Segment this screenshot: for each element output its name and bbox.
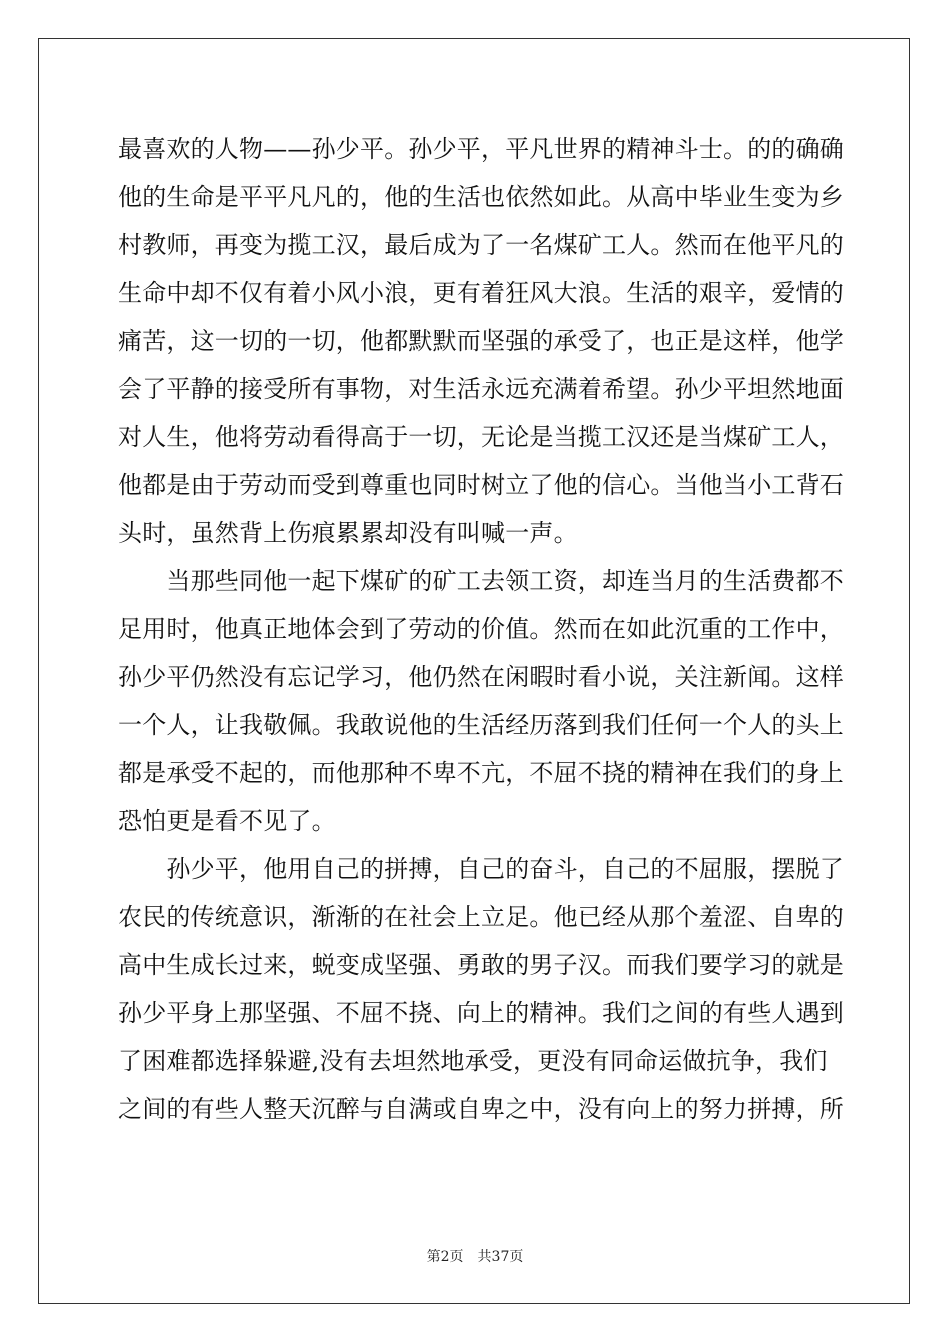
text-line: 村教师，再变为揽工汉，最后成为了一名煤矿工人。然而在他平凡的 [118,231,844,259]
text-line: 孙少平，他用自己的拼搏，自己的奋斗，自己的不屈服，摆脱了 [118,855,844,883]
text-line: 了困难都选择躲避,没有去坦然地承受，更没有同命运做抗争，我们 [118,1047,828,1075]
text-line: 足用时，他真正地体会到了劳动的价值。然而在如此沉重的工作中， [118,615,844,643]
text-line: 一个人，让我敬佩。我敢说他的生活经历落到我们任何一个人的头上 [118,711,844,739]
text-line: 都是承受不起的，而他那种不卑不亢，不屈不挠的精神在我们的身上 [118,759,844,787]
page-number: 第2页 [426,1249,464,1265]
text-line: 孙少平仍然没有忘记学习，他仍然在闲暇时看小说，关注新闻。这样 [118,663,844,691]
text-line: 恐怕更是看不见了。 [118,807,336,835]
text-line: 高中生成长过来，蜕变成坚强、勇敢的男子汉。而我们要学习的就是 [118,951,844,979]
text-line: 会了平静的接受所有事物，对生活永远充满着希望。孙少平坦然地面 [118,375,844,403]
text-line: 之间的有些人整天沉醉与自满或自卑之中，没有向上的努力拼搏，所 [118,1095,844,1123]
text-line: 最喜欢的人物——孙少平。孙少平，平凡世界的精神斗士。的的确确 [118,135,844,163]
document-body [118,125,844,1133]
text-line: 孙少平身上那坚强、不屈不挠、向上的精神。我们之间的有些人遇到 [118,999,844,1027]
text-line: 痛苦，这一切的一切，他都默默而坚强的承受了，也正是这样，他学 [118,327,844,355]
text-line: 农民的传统意识，渐渐的在社会上立足。他已经从那个羞涩、自卑的 [118,903,844,931]
text-line: 生命中却不仅有着小风小浪，更有着狂风大浪。生活的艰辛，爱情的 [118,279,844,307]
text-line: 他的生命是平平凡凡的，他的生活也依然如此。从高中毕业生变为乡 [118,183,844,211]
page-total: 共37页 [477,1249,524,1265]
text-line: 他都是由于劳动而受到尊重也同时树立了他的信心。当他当小工背石 [118,471,844,499]
text-line: 对人生，他将劳动看得高于一切，无论是当揽工汉还是当煤矿工人， [118,423,844,451]
page-footer [0,1246,950,1266]
text-line: 头时，虽然背上伤痕累累却没有叫喊一声。 [118,519,578,547]
text-line: 当那些同他一起下煤矿的矿工去领工资，却连当月的生活费都不 [118,567,844,595]
